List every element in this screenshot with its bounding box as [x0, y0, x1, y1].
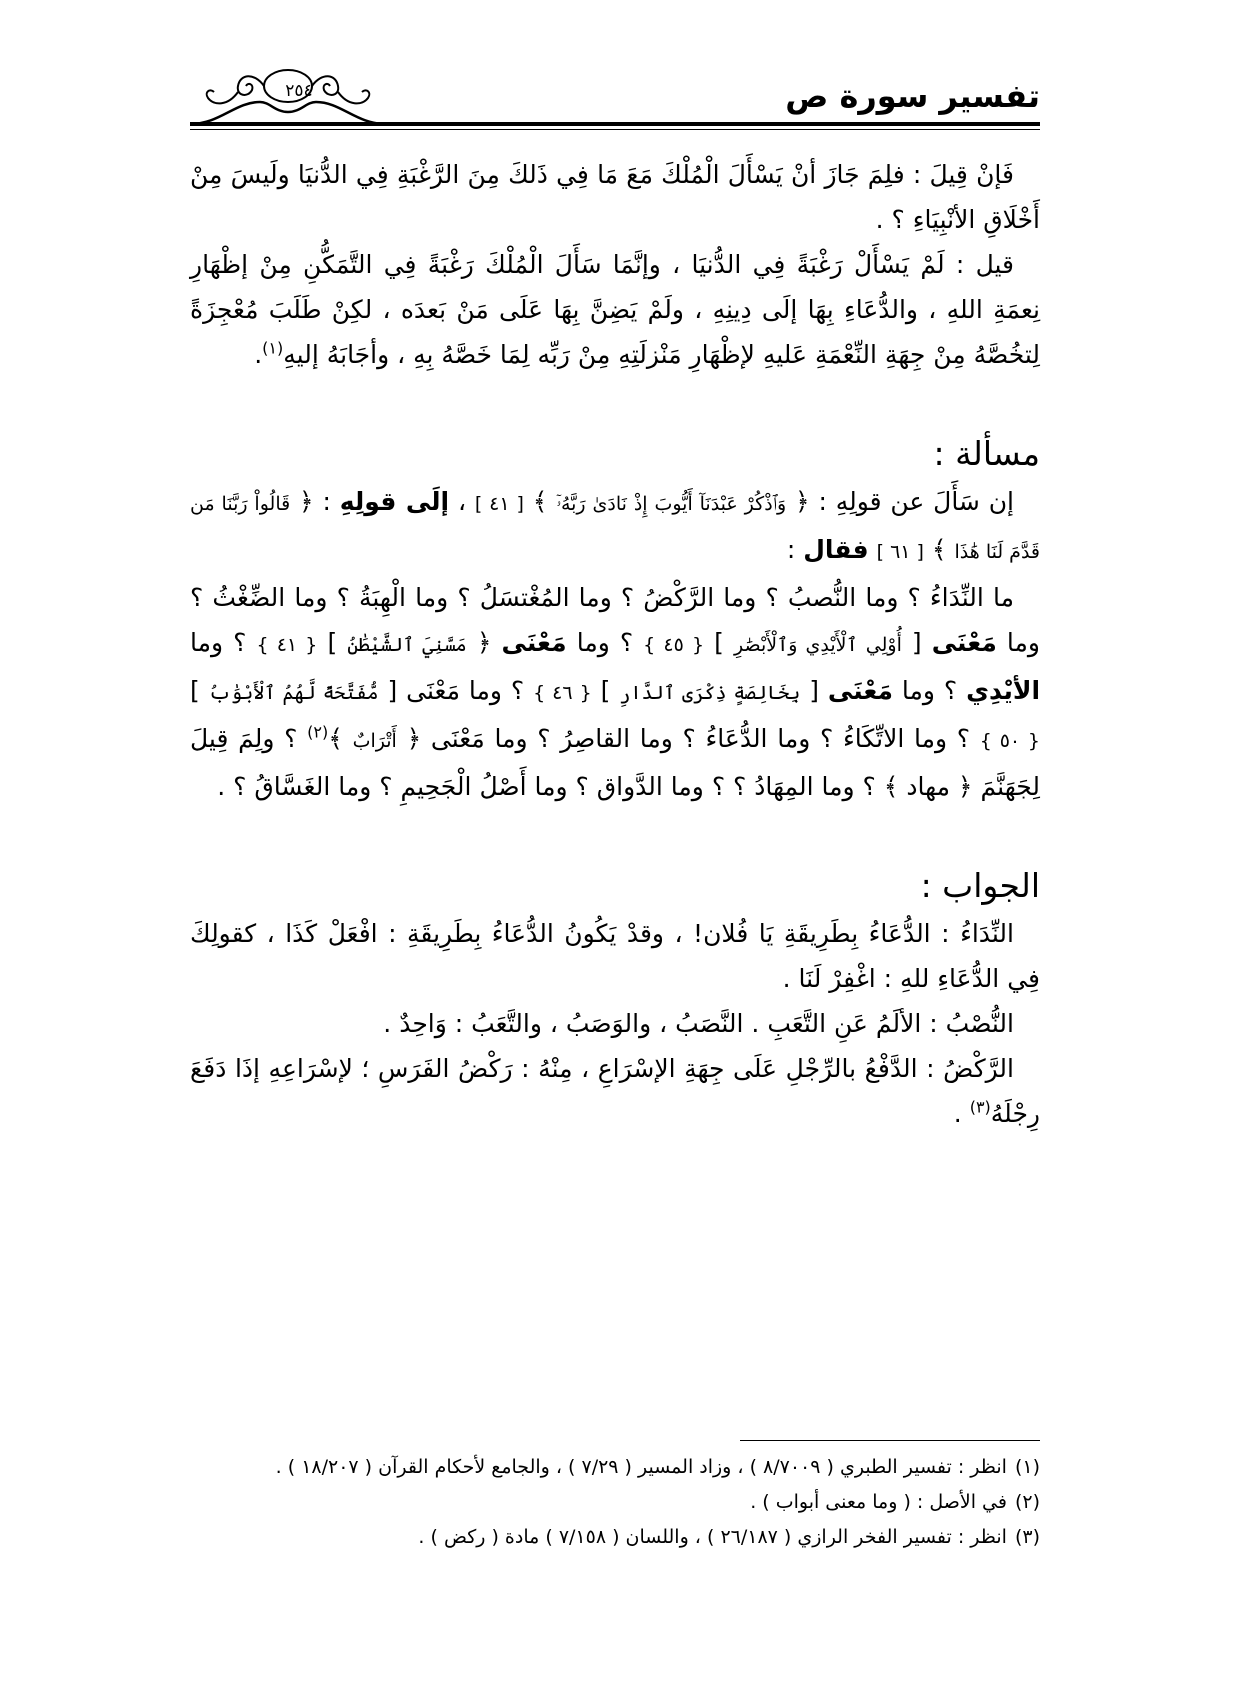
text-segment: الرَّكْضُ : الدَّفْعُ بالرِّجْلِ عَلَى جِهَةِ الإسْرَاعِ ، مِنْهُ : رَكْضُ الفَرَسِ ؛ لإسْرَاعِهِ إذَا دَفَعَ رِجْلَهُ [190, 1054, 1040, 1128]
bold-phrase: مَعْنَى [501, 628, 567, 657]
text-segment: ؟ وما [190, 628, 247, 657]
quran-verse: قَالُواْ رَبَّنَا مَن قَدَّمَ لَنَا هَٰذَا [190, 493, 1040, 563]
footnote-2 [190, 1485, 1040, 1520]
answer-text: قيل : لَمْ يَسْأَلْ رَغْبَةً فِي الدُّنيَا ، وإنَّمَا سَأَلَ الْمُلْكَ رَغْبَةً فِي التَّمَكُّنِ مِنْ إظْهَارِ نِعمَةِ اللهِ ، والدُّعَاءِ بِهَا إلَى دِينِهِ ، ولَمْ يَضِنَّ بِهَا عَلَى مَنْ بَعدَه ، لكِنْ طَلَبَ مُعْجِزَةً لِتخُصَّهُ مِنْ جِهَةِ النِّعْمَةِ عَليهِ لإظْهَارِ مَنْزلَتِهِ مِنْ رَبِّه لِمَا خَصَّهُ بِهِ ، وأجَابَهُ إليهِ [190, 250, 1040, 369]
bold-phrase: فقال [803, 535, 869, 564]
jawab-paragraph-1 [190, 911, 1040, 1001]
quran-verse: مَسَّنِيَ ٱلشَّيْطَٰنُ [347, 634, 467, 656]
jawab-paragraph-2 [190, 1001, 1040, 1046]
section-gap [190, 809, 1040, 861]
question-paragraph [190, 152, 1040, 242]
footnote-text: في الأصل : ( وما معنى أبواب ) . [750, 1491, 1007, 1513]
text-segment: ] [600, 676, 611, 705]
text-segment: النُّصْبُ : الألَمُ عَنِ التَّعَبِ . النَّصَبُ ، والوَصَبُ ، والتَّعَبُ : وَاحِدٌ . [383, 1009, 1014, 1038]
verse-number: { ٤١ } [256, 634, 318, 656]
verse-number: [ ٤١ ] [474, 493, 524, 515]
bold-phrase: مَعْنَى [931, 628, 997, 657]
section-heading-masala: مسألة : [933, 434, 1040, 473]
question-text: فَإنْ قِيلَ : فلِمَ جَازَ أنْ يَسْأَلَ الْمُلْكَ مَعَ مَا فِي ذَلكَ مِنَ الرَّغْبَةِ فِي الدُّنيَا ولَيسَ مِنْ أَخْلَاقِ الأنْبِيَاءِ ؟ . [190, 160, 1040, 234]
text-segment: [ [809, 676, 819, 705]
text-segment: ما النِّدَاءُ ؟ وما النُّصبُ ؟ وما الرَّكْضُ ؟ وما المُغْتسَلُ ؟ وما الْهِبَةُ ؟ وما الضِّغْثُ ؟ وما [190, 583, 1040, 657]
text-segment: ﴾ [328, 724, 343, 753]
footnote-separator [740, 1440, 1040, 1441]
text-segment: ، [457, 487, 467, 516]
verse-number: [ ٦١ ] [876, 541, 924, 563]
quran-verse: بِخَالِصَةٍ ذِكْرَى ٱلدَّارِ [619, 682, 801, 704]
answer-end: . [254, 340, 263, 369]
page-number: ٢٥٤ [285, 81, 313, 101]
header-rule-thin [190, 129, 1040, 130]
text-segment: ؟ وما مَعْنَى [ [387, 676, 525, 705]
text-segment: ؟ ولِمَ قِيلَ لِجَهَنَّمَ ﴿ مهاد ﴾ ؟ وما المِهَادُ ؟ ؟ وما الدَّواق ؟ وما أَصْلُ الْجَحِيمِ ؟ وما الغَسَّاقُ ؟ . [190, 724, 1040, 801]
answer-paragraph [190, 242, 1040, 377]
quran-verse: وَٱذْكُرْ عَبْدَنَآ أَيُّوبَ إِذْ نَادَىٰ رَبَّهُۥٓ [556, 493, 787, 515]
jawab-paragraph-3 [190, 1046, 1040, 1136]
text-segment: ؟ وما [901, 676, 958, 705]
footnote-ref-3: (٣) [969, 1097, 991, 1117]
header-title: تفسير سورة ص [785, 77, 1040, 115]
main-text [190, 152, 1040, 1136]
bold-phrase: إلَى قولِهِ [339, 487, 450, 516]
text-segment: ﴾ [931, 535, 947, 564]
text-segment: ﴿ [476, 628, 492, 657]
text-segment: ] [190, 676, 200, 705]
text-segment: ؟ وما الاتِّكَاءُ ؟ وما الدُّعَاءُ ؟ وما القاصِرُ ؟ وما مَعْنَى ﴿ [406, 724, 971, 753]
text-segment: : [786, 535, 796, 564]
running-header [190, 70, 1040, 150]
text-segment: ؟ وما [576, 628, 634, 657]
footnote-text: انظر : تفسير الفخر الرازي ( ٢٦/١٨٧ ) ، واللسان ( ٧/١٥٨ ) مادة ( ركض ) . [418, 1526, 1007, 1548]
text-segment: ] [714, 628, 724, 657]
footnote-number: (٢) [1014, 1491, 1040, 1513]
verse-number: { ٥٠ } [979, 730, 1040, 752]
text-segment: النِّدَاءُ : الدُّعَاءُ بِطَرِيقَةِ يَا فُلان! ، وقدْ يَكُونُ الدُّعَاءُ بِطَرِيقَةِ : افْعَلْ كَذَا ، كقولِكَ فِي الدُّعَاءِ للهِ : اغْفِرْ لَنَا . [190, 919, 1040, 993]
quran-verse: أَتْرَابٌ [352, 730, 397, 752]
bold-phrase: مَعْنَى [827, 676, 893, 705]
footnote-ref-2: (٢) [307, 722, 329, 742]
footnote-number: (٣) [1014, 1526, 1040, 1548]
text-segment: : ﴿ [299, 487, 331, 516]
text-segment: ﴾ [532, 487, 548, 516]
text-segment: ] [327, 628, 338, 657]
text-segment: . [953, 1099, 962, 1128]
masala-paragraph-1 [190, 479, 1040, 575]
footnote-ref-1: (١) [262, 338, 284, 358]
quran-verse: أُوْلِي ٱلْأَيْدِي وَٱلْأَبْصَٰرِ [733, 634, 902, 656]
masala-paragraph-2 [190, 575, 1040, 809]
footnote-number: (١) [1014, 1456, 1040, 1478]
footnote-3 [190, 1520, 1040, 1555]
section-heading-jawab: الجواب : [920, 866, 1040, 905]
bold-phrase: الأيْدِي [966, 676, 1041, 705]
footnote-1 [190, 1450, 1040, 1485]
header-rule [190, 122, 1040, 126]
text-segment: [ [911, 628, 922, 657]
footnote-text: انظر : تفسير الطبري ( ٨/٧٠٠٩ ) ، وزاد المسير ( ٧/٢٩ ) ، والجامع لأحكام القرآن ( ١٨/٢٠٧ ) . [275, 1456, 1007, 1478]
verse-number: { ٤٦ } [533, 682, 592, 704]
verse-number: { ٤٥ } [643, 634, 705, 656]
text-segment: إن سَأَلَ عن قولِهِ : ﴿ [795, 487, 1014, 516]
quran-verse: مُّفَتَّحَةً لَّهُمُ ٱلْأَبْوَٰبُ [208, 682, 379, 704]
footnotes [190, 1450, 1040, 1555]
section-gap [190, 377, 1040, 429]
